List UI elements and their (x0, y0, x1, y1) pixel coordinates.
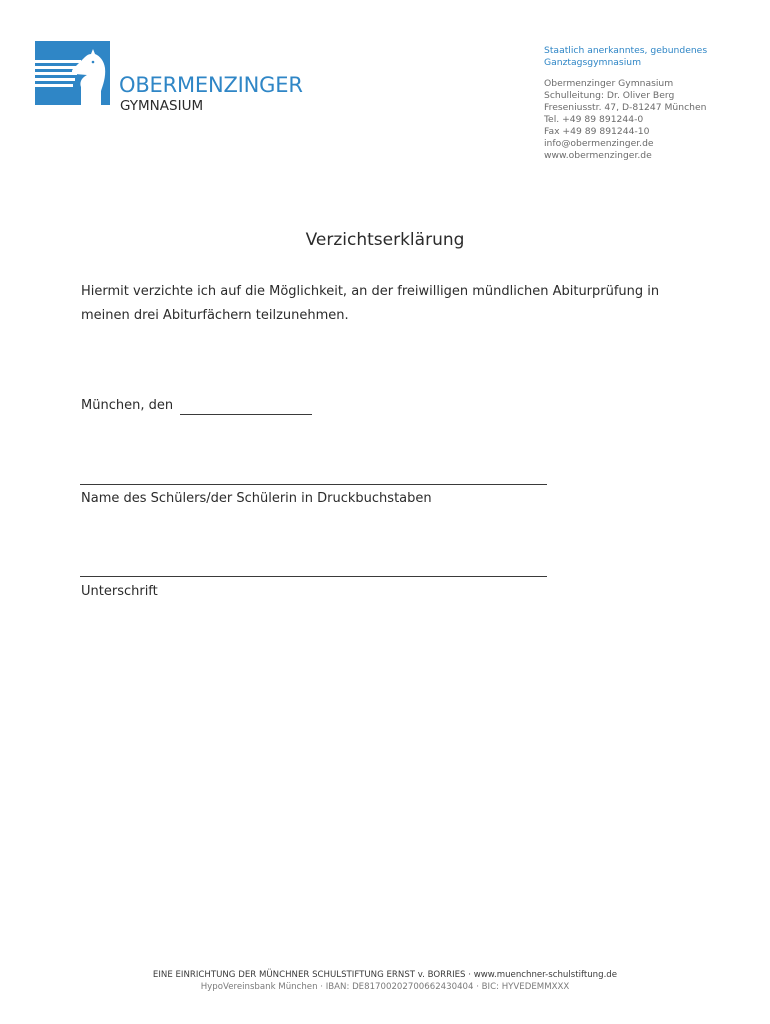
place-date-label: München, den (81, 398, 174, 413)
contact-website: www.obermenzinger.de (544, 150, 652, 161)
contact-email: info@obermenzinger.de (544, 138, 654, 149)
declaration-text (81, 280, 701, 328)
school-address-block (544, 45, 764, 162)
student-name-fill-in-line[interactable] (80, 484, 547, 485)
document-title: Verzichtserklärung (305, 230, 465, 250)
tagline-line: Ganztagsgymnasium (544, 57, 642, 68)
contact-street: Freseniusstr. 47, D-81247 München (544, 102, 707, 113)
date-fill-in-line[interactable] (180, 414, 312, 415)
page-footer (0, 969, 770, 993)
footer-foundation: EINE EINRICHTUNG DER MÜNCHNER SCHULSTIFTUNG ERNST v. BORRIES · www.muenchner-schulstiftung.de (152, 970, 618, 980)
school-name: OBERMENZINGER (119, 73, 303, 97)
contact-fax: Fax +49 89 891244-10 (544, 126, 650, 137)
declaration-line: Hiermit verzichte ich auf die Möglichkeit, an der freiwilligen mündlichen Abiturprüfung in (81, 284, 660, 299)
horse-head-logo-icon (35, 41, 110, 105)
tagline-line: Staatlich anerkanntes, gebundenes (544, 45, 708, 56)
contact-principal: Schulleitung: Dr. Oliver Berg (544, 90, 675, 101)
school-tagline (544, 45, 764, 69)
school-logo (35, 41, 303, 117)
footer-bank-details: HypoVereinsbank München · IBAN: DE81700202700662430404 · BIC: HYVEDEMMXXX (200, 982, 570, 992)
declaration-line: meinen drei Abiturfächern teilzunehmen. (81, 308, 349, 323)
contact-school-name: Obermenzinger Gymnasium (544, 78, 674, 89)
contact-details (544, 78, 764, 162)
signature-caption: Unterschrift (81, 584, 158, 599)
student-name-caption: Name des Schülers/der Schülerin in Druckbuchstaben (81, 491, 432, 506)
signature-fill-in-line[interactable] (80, 576, 547, 577)
school-type: GYMNASIUM (120, 98, 204, 114)
contact-phone: Tel. +49 89 891244-0 (544, 114, 644, 125)
